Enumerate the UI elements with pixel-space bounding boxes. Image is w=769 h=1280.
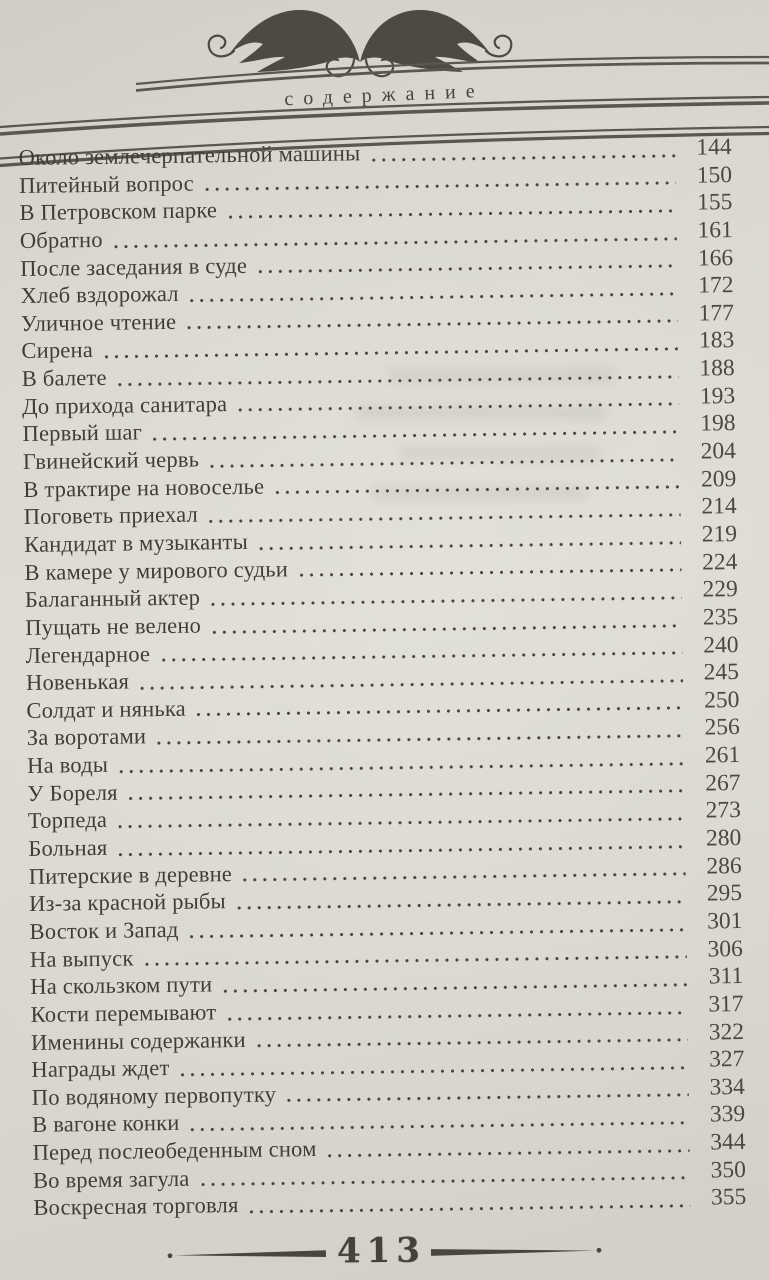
toc-entry-page: 224 bbox=[701, 548, 738, 576]
toc-entry-page: 267 bbox=[705, 769, 741, 797]
toc-entry-page: 193 bbox=[699, 382, 736, 410]
toc-entry-title: Первый шаг bbox=[22, 419, 143, 447]
toc-entry-page: 295 bbox=[706, 880, 743, 907]
toc-entry-page: 155 bbox=[696, 189, 733, 216]
toc-entry-title: Восток и Запад bbox=[29, 916, 179, 944]
toc-entry-page: 286 bbox=[706, 852, 742, 880]
toc-entry-page: 322 bbox=[708, 1018, 745, 1045]
toc-entry-title: Сирена bbox=[21, 337, 94, 364]
toc-entry-page: 327 bbox=[708, 1046, 745, 1073]
toc-entry-title: В балете bbox=[21, 364, 107, 392]
toc-entry-title: Кандидат в музыканты bbox=[23, 528, 249, 557]
contents-heading: содержание bbox=[283, 79, 486, 111]
toc-entry-title: Солдат и нянька bbox=[26, 695, 187, 723]
toc-entry-title: Питейный вопрос bbox=[18, 170, 195, 198]
toc-entry-title: На воды bbox=[27, 751, 109, 779]
toc-entry-page: 161 bbox=[697, 216, 733, 244]
toc-entry-page: 166 bbox=[697, 244, 734, 272]
toc-entry-title: Кости перемывают bbox=[30, 999, 217, 1027]
toc-entry-title: Перед послеобеденным сном bbox=[32, 1136, 317, 1165]
toc-entry-title: В трактире на новоселье bbox=[23, 473, 265, 502]
toc-entry-page: 306 bbox=[707, 935, 743, 963]
footer-rule-left bbox=[166, 1248, 326, 1262]
toc-entry-title: Гвинейский червь bbox=[22, 446, 200, 475]
toc-entry-page: 172 bbox=[698, 272, 734, 299]
toc-entry-page: 188 bbox=[699, 355, 735, 382]
toc-entry-title: Из-за красной рыбы bbox=[28, 888, 227, 917]
dot-leader bbox=[368, 135, 676, 167]
toc-entry-title: Именины содержанки bbox=[30, 1026, 246, 1055]
page-number: 413 bbox=[336, 1230, 427, 1272]
toc-entry-title: Уличное чтение bbox=[20, 308, 177, 336]
toc-entry-title: Пущать не велено bbox=[25, 612, 202, 640]
toc-entry-title: Во время загула bbox=[32, 1165, 190, 1193]
toc-entry-page: 301 bbox=[706, 907, 743, 935]
toc-entry-title: За воротами bbox=[26, 723, 147, 751]
toc-entry-page: 273 bbox=[705, 797, 742, 824]
toc-entry-title: В вагоне конки bbox=[32, 1110, 180, 1138]
toc-entry-title: Воскресная торговля bbox=[33, 1192, 239, 1221]
toc-entry-page: 344 bbox=[710, 1129, 746, 1156]
toc-entry-title: Новенькая bbox=[25, 668, 130, 696]
toc-entry-page: 144 bbox=[696, 134, 732, 161]
toc-entry-page: 261 bbox=[704, 742, 741, 769]
toc-entry-page: 209 bbox=[700, 465, 737, 493]
dot-leader bbox=[246, 1185, 690, 1219]
toc-entry-page: 219 bbox=[701, 521, 738, 548]
toc-entry-page: 229 bbox=[702, 576, 738, 603]
toc-entry-title: На скользком пути bbox=[30, 971, 213, 1000]
toc-entry-title: В Петровском парке bbox=[19, 197, 218, 226]
page-footer bbox=[0, 1230, 769, 1276]
toc-entry-title: Балаганный актер bbox=[24, 584, 201, 613]
toc-entry-title: Обратно bbox=[19, 226, 103, 253]
toc-entry-page: 355 bbox=[710, 1184, 747, 1211]
toc-entry-title: Питерские в деревне bbox=[28, 860, 233, 889]
toc-entry-title: Награды ждет bbox=[31, 1055, 170, 1083]
footer-rule-right bbox=[431, 1245, 603, 1259]
toc-entry-page: 317 bbox=[708, 990, 744, 1018]
toc-entry-title: После заседания в суде bbox=[20, 252, 248, 281]
toc-entry-page: 334 bbox=[709, 1073, 745, 1101]
toc-entry-page: 350 bbox=[710, 1156, 747, 1184]
toc-entry-page: 339 bbox=[709, 1101, 746, 1128]
toc-entry-page: 235 bbox=[702, 603, 739, 631]
toc-entry-page: 250 bbox=[703, 686, 740, 714]
toc-entry-page: 183 bbox=[698, 327, 735, 355]
toc-entry-title: Больная bbox=[28, 834, 108, 861]
toc-entry-title: Около землечерпательной машины bbox=[18, 140, 361, 171]
toc-entry-title: В камере у мирового судьи bbox=[24, 555, 289, 585]
toc-entry-page: 198 bbox=[700, 410, 736, 437]
toc-entry-page: 245 bbox=[703, 659, 740, 686]
toc-entry-page: 204 bbox=[700, 438, 737, 465]
toc-entry-title: Хлеб вздорожал bbox=[20, 281, 179, 309]
toc-entry-page: 256 bbox=[704, 714, 740, 741]
toc-entry-page: 150 bbox=[696, 161, 733, 189]
toc-entry-title: Торпеда bbox=[27, 807, 108, 834]
toc-entry-title: Легендарное bbox=[25, 640, 151, 668]
toc-entry-page: 240 bbox=[703, 631, 739, 659]
toc-list bbox=[19, 134, 747, 1222]
toc-entry-title: У Бореля bbox=[27, 779, 118, 806]
toc-entry-title: На выпуск bbox=[29, 945, 134, 972]
toc-entry-title: До прихода санитара bbox=[21, 390, 228, 419]
toc-entry-title: Поговеть приехал bbox=[23, 501, 199, 530]
toc-entry-page: 311 bbox=[708, 963, 744, 990]
toc-entry-page: 177 bbox=[698, 299, 735, 327]
toc-entry-page: 214 bbox=[701, 493, 737, 520]
toc-entry-page: 280 bbox=[705, 825, 742, 852]
toc-entry-title: По водяному первопутку bbox=[31, 1081, 277, 1110]
